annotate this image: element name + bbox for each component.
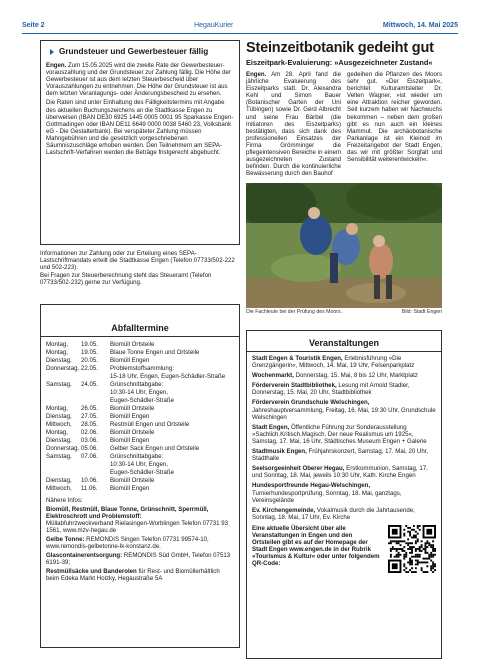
schedule-day: Dienstag, xyxy=(46,357,72,364)
more-info-2 xyxy=(46,536,234,550)
page-header xyxy=(22,22,458,34)
waste-more-info xyxy=(46,497,234,582)
event-details: Jahreshauptversammlung, Freitag, 16. Mai, 19:30 Uhr, Grundschule Welschingen xyxy=(252,406,436,421)
schedule-day: Mittwoch, xyxy=(46,421,72,428)
schedule-day: Dienstag, xyxy=(46,437,72,444)
schedule-type: Biomüll Ortsteile xyxy=(110,341,155,348)
tax-info-1: Informationen zur Zahlung oder zur Erteilung eines SEPA-Lastschriftmandats erteilt die Stadtkasse Engen (Telefon 07733/502-222 und 502-223). xyxy=(40,250,235,272)
more-info-3-text: REMONDIS Süd GmbH, Telefon 07513 6191-39; xyxy=(46,552,231,566)
schedule-day: Samstag, xyxy=(46,381,72,388)
schedule-type: Blaue Tonne Engen und Ortsteile xyxy=(110,349,200,356)
schedule-type: Biomüll Ortsteile xyxy=(110,405,155,412)
event-organizer: Förderverein Grundschule Welschingen, xyxy=(252,399,370,407)
event-organizer: Wochenmarkt, xyxy=(252,372,294,380)
schedule-type: Biomüll Engen xyxy=(110,437,150,444)
schedule-day: Donnerstag, xyxy=(46,445,80,452)
event-details: Frühjahrskonzert, Samstag, 17. Mai, 20 Uhr, Stadthalle xyxy=(252,448,429,463)
schedule-date: 26.05. xyxy=(81,405,98,412)
event-organizer: Stadtmusik Engen, xyxy=(252,448,307,456)
more-info-1 xyxy=(46,506,234,534)
event-item xyxy=(252,399,436,420)
schedule-date: 10.06. xyxy=(81,477,98,484)
issue-date: Mittwoch, 14. Mai 2025 xyxy=(382,22,458,29)
schedule-date: 19.05. xyxy=(81,341,98,348)
more-info-3-label: Glascontainerentsorgung: xyxy=(46,552,123,559)
schedule-detail: Eugen-Schädler-Straße xyxy=(110,469,175,476)
schedule-date: 27.05. xyxy=(81,413,98,420)
event-organizer: Ev. Kirchengemeinde, xyxy=(252,506,316,514)
more-info-4-label: Restmüllsäcke und Banderolen xyxy=(46,568,137,575)
tax-paragraph-2: Die Raten sind unter Einhaltung des Fälligkeitstermins mit Angabe des aktuellen Buchungszeichens an die Stadtkasse Engen zu überweisen (IBAN DE30 6925 1445 0005 0001 95 Sparkasse Engen-Gottmadingen oder IBAN DE11 6649 0000 0038 5460 23, Volksbank eG - Die Gestalterbank). Bei verspäteter Zahlung müssen Mahngebühren und die gesetzlich vorgeschriebenen Säumniszuschläge erhoben werden. Den Teilnehmern am SEPA-Lastschrift-Verfahren werden die Beträge fristgerecht abgebucht. xyxy=(46,99,234,157)
schedule-date: 28.05. xyxy=(81,421,98,428)
dateline: Engen. xyxy=(46,62,67,69)
more-info-4-text: für Rest- und Biomüllerhältlich beim Edeka Markt Holzky, Hegaustraße 5A xyxy=(46,568,220,582)
article-col-1-text: Am 28. April fand die jährliche Evaluierung des Eiszeitparks statt. Dr. Alexandra Kehl und Simon Bauer (Botanischer Garten der Uni Tübingen) sowie Dr. Gerd Albrecht und seine Frau Bärbel (die Initiatoren des Eiszeitparks) bestätigten, dass sich dank des professionellen Einsatzes der Firma Grömminger die pflegeintensiven Bereiche in einem ausgezeichneten Zustand befinden. Durch die kontinuierliche Bewässerung durch den Bauhof xyxy=(246,71,341,178)
event-details: Turnierhundesportprüfung, Sonntag, 18. Mai, ganztags, Vereinsgelände xyxy=(252,489,402,504)
event-details: Vokalmusik durch die Jahrtausende, Sonntag, 18. Mai, 17 Uhr, Ev. Kirche xyxy=(252,506,415,521)
divider xyxy=(247,351,441,352)
publication-name: HegauKurier xyxy=(194,22,234,29)
tax-notice-title: Grundsteuer und Gewerbesteuer fällig xyxy=(59,47,209,56)
schedule-type: Biomüll Engen xyxy=(110,485,150,492)
more-info-1-label: Biomüll, Restmüll, Blaue Tonne, Grünschnitt, Sperrmüll, Elektroschrott und Problemstoff: xyxy=(46,506,209,520)
event-item xyxy=(252,372,436,379)
tax-notice-body xyxy=(46,62,234,156)
schedule-row xyxy=(46,445,234,453)
tax-notice-header xyxy=(46,47,234,56)
event-details: Erstkommunion, Samstag, 17. und Sonntag, 18. Mai, jeweils 10:30 Uhr, Kath. Kirche Engen xyxy=(252,465,428,480)
schedule-detail: 15-18 Uhr, Engen, Eugen-Schädler-Straße xyxy=(110,373,226,380)
schedule-day: Dienstag, xyxy=(46,477,72,484)
schedule-day: Montag, xyxy=(46,349,69,356)
schedule-type: Biomüll Engen xyxy=(110,357,150,364)
right-column xyxy=(246,40,442,568)
schedule-date: 19.05. xyxy=(81,349,98,356)
schedule-day: Montag, xyxy=(46,429,69,436)
article-subheadline: Eiszeitpark-Evaluierung: »Ausgezeichneter Zustand« xyxy=(246,58,433,67)
waste-schedule-box xyxy=(40,304,240,648)
tax-notice-box xyxy=(40,40,240,245)
event-organizer: Förderverein Stadtbibliothek, xyxy=(252,382,337,390)
schedule-day: Donnerstag, xyxy=(46,365,80,372)
schedule-date: 07.06. xyxy=(81,453,98,460)
event-item xyxy=(252,482,436,503)
schedule-type: Gelber Sack Engen und Ortsteile xyxy=(110,445,200,452)
more-info-3 xyxy=(46,552,234,566)
photo-caption xyxy=(246,309,442,315)
article-photo xyxy=(246,183,442,308)
schedule-detail: Eugen-Schädler-Straße xyxy=(110,397,175,404)
event-details: Erlebnisführung »Die Grenzgängerin«, Mittwoch, 14. Mai, 19 Uhr, Felsenparkplatz xyxy=(252,355,415,370)
tax-paragraph-1 xyxy=(46,62,234,97)
schedule-detail: 10:30-14 Uhr, Engen, xyxy=(110,461,168,468)
arrow-icon xyxy=(50,49,54,55)
schedule-type: Restmüll Engen und Ortsteile xyxy=(110,421,190,428)
schedule-date: 22.05. xyxy=(81,365,98,372)
event-organizer: Stadt Engen & Touristik Engen, xyxy=(252,355,343,362)
schedule-row xyxy=(46,341,234,349)
schedule-row xyxy=(46,381,234,389)
schedule-type: Biomüll Ortsteile xyxy=(110,477,155,484)
schedule-row xyxy=(46,437,234,445)
schedule-day: Dienstag, xyxy=(46,413,72,420)
waste-schedule-list xyxy=(46,341,234,493)
event-item xyxy=(252,448,436,462)
event-item xyxy=(252,355,436,369)
event-details: Öffentliche Führung zur Sonderausstellung »Sachlich.Kritisch.Magisch. Der neue Realismus um 1925«, Samstag, 17. Mai, 16 Uhr, Städtisches Museum Engen + Galerie xyxy=(252,423,427,445)
divider xyxy=(41,336,239,337)
schedule-row xyxy=(46,413,234,421)
schedule-date: 03.06. xyxy=(81,437,98,444)
schedule-date: 24.05. xyxy=(81,381,98,388)
qr-code-icon[interactable] xyxy=(388,525,436,573)
article xyxy=(246,40,442,315)
schedule-type: Biomüll Engen xyxy=(110,413,150,420)
more-info-2-label: Gelbe Tonne: xyxy=(46,536,85,543)
schedule-row xyxy=(46,421,234,429)
schedule-day: Mittwoch, xyxy=(46,485,72,492)
schedule-day: Montag, xyxy=(46,405,69,412)
schedule-day: Samstag, xyxy=(46,453,72,460)
photo-credit: Bild: Stadt Engen xyxy=(401,309,442,316)
more-info-2-text: REMONDIS Singen Telefon 07731 99574-10, www.remondis-gelbetonne-lk-konstanz.de. xyxy=(46,536,209,550)
tax-contact-info xyxy=(40,250,240,287)
schedule-detail: 10:30-14 Uhr, Engen, xyxy=(110,389,168,396)
event-details: Donnerstag, 15. Mai, 8 bis 12 Uhr, Marktplatz xyxy=(293,372,418,380)
article-headline: Steinzeitbotanik gedeiht gut xyxy=(246,40,434,56)
schedule-date: 11.06. xyxy=(81,485,98,492)
tax-text-1: Zum 15.05.2025 wird die zweite Rate der Gewerbesteuer-vorauszahlung und der Grundsteuer zur Zahlung fällig. Die Höhe der Gewerbesteuer ist aus dem letzten Steuerbescheid über Vorauszahlungen zu entnehmen. Die Höhe der Grundsteuer ist aus dem letzten Veranlagungs- oder Änderungsbescheid zu ersehen. xyxy=(46,62,231,98)
schedule-date: 05.06. xyxy=(81,445,98,452)
more-info-head: Nähere Infos: xyxy=(46,497,83,504)
schedule-row xyxy=(46,365,234,373)
event-item xyxy=(252,465,436,479)
photo-illustration xyxy=(246,183,442,308)
waste-schedule-title: Abfalltermine xyxy=(111,323,169,333)
schedule-day: Montag, xyxy=(46,341,69,348)
page-number: Seite 2 xyxy=(22,22,45,29)
events-list xyxy=(247,355,441,521)
event-details: Lesung mit Arnold Stadler, Donnerstag, 15. Mai, 20 Uhr, Stadtbibliothek xyxy=(252,382,410,397)
article-dateline: Engen. xyxy=(246,71,267,78)
article-col-2: gedeihen die Pflanzen des Moors sehr gut. »Der Eiszeitpark«, berichtet Kulturamtsleiter Dr. Velten Wagner, »ist wieder um eine Attraktion reicher geworden. Seit kurzem haben wir Nachwuchs bekommen – neben dem großen gibt es nun auch ein kleines Mammut. Die archäobotanische Parkanlage ist ein Kleinod im Freizeitangebot der Stadt Engen, das wir mit größter Sorgfalt und Sensibilität weiterentwickeln«. xyxy=(347,71,442,164)
event-item xyxy=(252,507,436,521)
events-title: Veranstaltungen xyxy=(308,338,380,348)
event-item xyxy=(252,424,436,445)
schedule-type: Biomüll Ortsteile xyxy=(110,429,155,436)
schedule-row xyxy=(46,453,234,461)
qr-section xyxy=(247,525,441,573)
schedule-row xyxy=(46,349,234,357)
schedule-type: Grünschnittabgabe: xyxy=(110,381,164,388)
schedule-date: 02.06. xyxy=(81,429,98,436)
event-organizer: Seelsorgeeinheit Oberer Hegau, xyxy=(252,465,345,473)
schedule-row xyxy=(46,429,234,437)
article-col-1 xyxy=(246,71,341,177)
more-info-1-text: Müllabfuhrzweckverband Rielasingen-Worblingen Telefon 07731 93 1561, www.mzv-hegau.de xyxy=(46,520,229,534)
schedule-row xyxy=(46,477,234,485)
event-organizer: Stadt Engen, xyxy=(252,423,290,431)
article-body xyxy=(246,71,442,177)
schedule-type: Grünschnittabgabe: xyxy=(110,453,164,460)
schedule-row xyxy=(46,357,234,365)
more-info-4 xyxy=(46,568,234,582)
schedule-row xyxy=(46,485,234,493)
tax-info-2: Bei Fragen zur Steuerberechnung steht das Steueramt (Telefon 07733/502-232) gerne zur Verfügung. xyxy=(40,272,212,287)
event-organizer: Hundesportfreunde Hegau-Welschingen, xyxy=(252,482,371,490)
caption-text: Die Fachleute bei der Prüfung des Moors. xyxy=(246,309,343,316)
events-box xyxy=(246,330,442,659)
schedule-date: 20.05. xyxy=(81,357,98,364)
event-item xyxy=(252,382,436,396)
schedule-type: Problemstoffsammlung: xyxy=(110,365,174,372)
schedule-row xyxy=(46,405,234,413)
qr-note: Eine aktuelle Übersicht über alle Veranstaltungen in Engen und den Ortsteilen gibt es auf der Homepage der Stadt Engen www.engen.de in der Rubrik »Tourismus & Kultur« oder unter folgendem QR-Code: xyxy=(252,524,380,568)
